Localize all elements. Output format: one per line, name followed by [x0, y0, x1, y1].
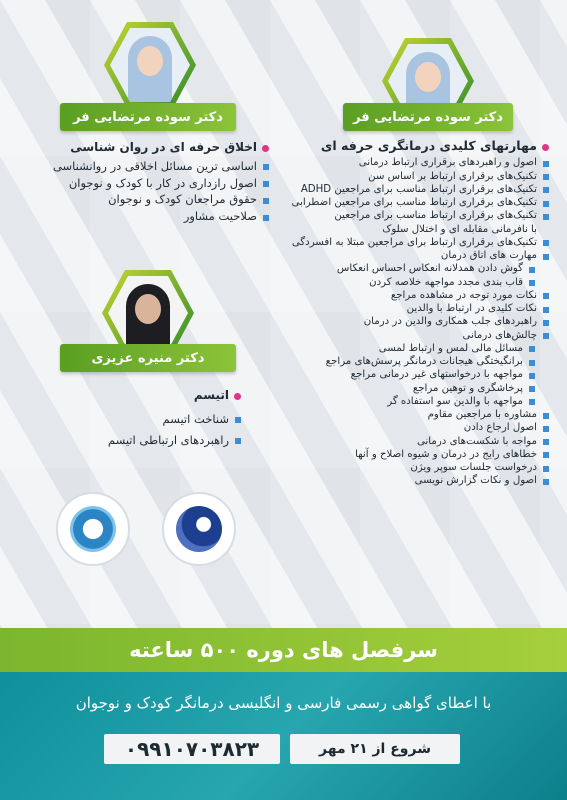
- list-item: اصول و نکات گزارش نویسی: [292, 474, 549, 487]
- list-item: مواجهه با والدین سو استفاده گر: [292, 395, 549, 408]
- list-item: حقوق مراجعان کودک و نوجوان: [53, 192, 269, 207]
- list-item: مواجه با شکست‌های درمانی: [292, 435, 549, 448]
- list-item: مشاوره با مراجعین مقاوم: [292, 408, 549, 421]
- left-top-instructor-name: دکتر سوده مرتضایی فر: [60, 103, 236, 131]
- globe-logo: [162, 492, 236, 566]
- list-item: درخواست جلسات سوپر ویژن: [292, 461, 549, 474]
- list-item: نکات کلیدی در ارتباط با والدین: [292, 302, 549, 315]
- list-item: مهارت های اتاق درمان: [292, 249, 549, 262]
- list-item: تکنیک‌های برقراری ارتباط بر اساس سن: [292, 170, 549, 183]
- list-item: مسائل مالی لمس و ارتباط لمسی: [292, 342, 549, 355]
- right-topic-heading: مهارتهای کلیدی درمانگری حرفه ای: [292, 138, 549, 154]
- list-item: گوش دادن همدلانه انعکاس احساس انعکاس: [292, 262, 549, 275]
- start-date-badge: شروع از ۲۱ مهر: [290, 734, 460, 764]
- list-item: تکنیک‌های برقراری ارتباط مناسب برای مراجعین ADHD: [292, 183, 549, 196]
- list-item: تکنیک‌های برقراری ارتباط مناسب برای مراجعین اضطرابی: [292, 196, 549, 209]
- left-top-topic-heading: اخلاق حرفه ای در روان شناسی: [53, 140, 269, 156]
- list-item: قاب بندی مجدد مواجهه خلاصه کردن: [292, 276, 549, 289]
- right-topic-list: [292, 138, 549, 488]
- left-top-instructor-photo: [104, 22, 196, 108]
- left-bottom-topic-heading: اتیسم: [108, 388, 241, 404]
- list-item: راهبردهای ارتباطی اتیسم: [108, 433, 241, 448]
- list-item: نکات مورد توجه در مشاهده مراجع: [292, 289, 549, 302]
- course-title-band: سرفصل های دوره ۵۰۰ ساعته: [0, 628, 567, 672]
- list-item: مواجهه با درخواستهای غیر درمانی مراجع: [292, 368, 549, 381]
- institute-logo: [56, 492, 130, 566]
- footer-panel: [0, 672, 567, 800]
- list-item: اصول و راهبردهای برقراری ارتباط درمانی: [292, 156, 549, 169]
- list-item: اساسی ترین مسائل اخلاقی در روانشناسی: [53, 159, 269, 174]
- list-item: تکنیک‌های برقراری ارتباط مناسب برای مراجعین: [292, 209, 549, 222]
- list-item: با نافرمانی مقابله ای و اختلال سلوک: [382, 223, 537, 235]
- list-item: پرخاشگری و توهین مراجع: [292, 382, 549, 395]
- list-item: راهبردهای جلب همکاری والدین در درمان: [292, 315, 549, 328]
- list-item: اصول ارجاع دادن: [292, 421, 549, 434]
- left-bottom-instructor-name: دکتر منیره عزیزی: [60, 344, 236, 372]
- list-item: شناخت اتیسم: [108, 412, 241, 427]
- list-item: اصول رازداری در کار با کودک و نوجوان: [53, 176, 269, 191]
- list-item: تکنیک‌های برقراری ارتباط برای مراجعین مبتلا به افسردگی: [292, 236, 549, 249]
- left-bottom-topic-list: [108, 388, 241, 447]
- list-item: خطاهای رایج در درمان و شیوه اصلاح و آنها: [292, 448, 549, 461]
- left-top-topic-list: [53, 140, 269, 224]
- phone-number[interactable]: ۰۹۹۱۰۷۰۳۸۲۳: [104, 734, 280, 764]
- list-item: صلاحیت مشاور: [53, 209, 269, 224]
- list-item: چالش‌های درمانی: [292, 329, 549, 342]
- certificate-text: با اعطای گواهی رسمی فارسی و انگلیسی درمانگر کودک و نوجوان: [75, 694, 492, 712]
- list-item: برانگیختگی هیجانات درمانگر پرسش‌های مراجع: [292, 355, 549, 368]
- right-instructor-name: دکتر سوده مرتضایی فر: [343, 103, 513, 131]
